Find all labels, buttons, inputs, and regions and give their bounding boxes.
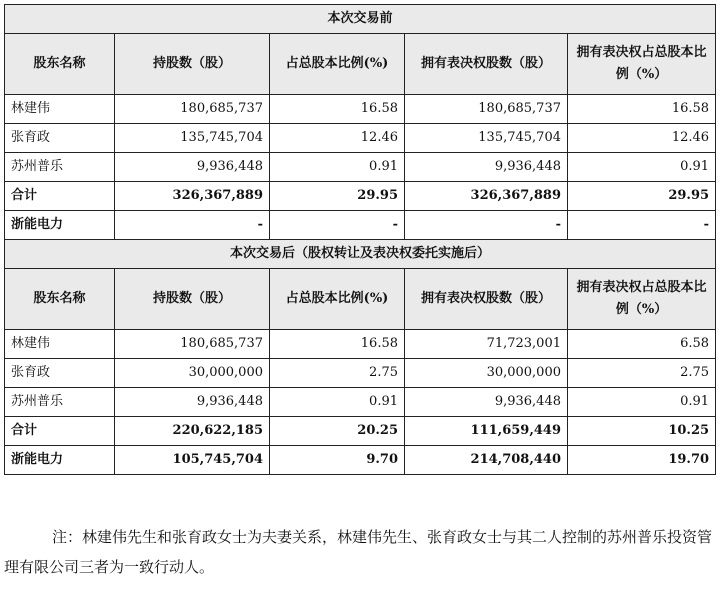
table-row (5, 182, 716, 211)
column-header: 持股数（股） (115, 269, 270, 330)
voting-ratio-cell: 16.58 (568, 95, 716, 124)
share-ratio-cell: - (270, 211, 405, 240)
shareholder-name-cell: 张育政 (5, 359, 115, 388)
voting-ratio-cell: - (568, 211, 716, 240)
voting-ratio-cell: 6.58 (568, 330, 716, 359)
share-count-cell: - (115, 211, 270, 240)
voting-share-count-cell: 326,367,889 (405, 182, 568, 211)
voting-ratio-cell: 2.75 (568, 359, 716, 388)
shareholder-name-cell: 浙能电力 (5, 211, 115, 240)
share-count-cell: 180,685,737 (115, 330, 270, 359)
shareholder-name-cell: 合计 (5, 182, 115, 211)
section-title-row (5, 5, 716, 34)
table-row (5, 388, 716, 417)
share-count-cell: 135,745,704 (115, 124, 270, 153)
shareholder-name-cell: 林建伟 (5, 330, 115, 359)
share-ratio-cell: 29.95 (270, 182, 405, 211)
voting-ratio-cell: 12.46 (568, 124, 716, 153)
shareholder-name-cell: 浙能电力 (5, 446, 115, 475)
share-ratio-cell: 16.58 (270, 330, 405, 359)
voting-share-count-cell: 9,936,448 (405, 388, 568, 417)
column-header: 拥有表决权股数（股） (405, 269, 568, 330)
share-ratio-cell: 0.91 (270, 388, 405, 417)
voting-ratio-cell: 29.95 (568, 182, 716, 211)
column-header: 股东名称 (5, 34, 115, 95)
voting-share-count-cell: 214,708,440 (405, 446, 568, 475)
column-header: 拥有表决权占总股本比例（%） (568, 269, 716, 330)
share-count-cell: 220,622,185 (115, 417, 270, 446)
share-count-cell: 9,936,448 (115, 388, 270, 417)
share-ratio-cell: 12.46 (270, 124, 405, 153)
column-header: 拥有表决权股数（股） (405, 34, 568, 95)
table-row (5, 359, 716, 388)
share-ratio-cell: 20.25 (270, 417, 405, 446)
shareholder-name-cell: 苏州普乐 (5, 153, 115, 182)
shareholding-table (4, 4, 716, 475)
share-ratio-cell: 2.75 (270, 359, 405, 388)
voting-share-count-cell: 9,936,448 (405, 153, 568, 182)
footnote: 注：林建伟先生和张育政女士为夫妻关系，林建伟先生、张育政女士与其二人控制的苏州普乐投资管理有限公司三者为一致行动人。 (4, 528, 713, 576)
column-header: 持股数（股） (115, 34, 270, 95)
share-count-cell: 326,367,889 (115, 182, 270, 211)
voting-share-count-cell: 111,659,449 (405, 417, 568, 446)
section-title-before: 本次交易前 (5, 5, 716, 34)
voting-ratio-cell: 0.91 (568, 153, 716, 182)
share-ratio-cell: 0.91 (270, 153, 405, 182)
table-row (5, 95, 716, 124)
table-row (5, 446, 716, 475)
shareholder-name-cell: 苏州普乐 (5, 388, 115, 417)
shareholder-name-cell: 张育政 (5, 124, 115, 153)
voting-share-count-cell: 30,000,000 (405, 359, 568, 388)
table-row (5, 417, 716, 446)
voting-share-count-cell: 135,745,704 (405, 124, 568, 153)
header-row (5, 34, 716, 95)
column-header: 拥有表决权占总股本比例（%） (568, 34, 716, 95)
table-row (5, 153, 716, 182)
shareholder-name-cell: 合计 (5, 417, 115, 446)
share-count-cell: 30,000,000 (115, 359, 270, 388)
share-count-cell: 9,936,448 (115, 153, 270, 182)
header-row (5, 269, 716, 330)
share-count-cell: 180,685,737 (115, 95, 270, 124)
share-count-cell: 105,745,704 (115, 446, 270, 475)
column-header: 股东名称 (5, 269, 115, 330)
table-row (5, 330, 716, 359)
shareholder-name-cell: 林建伟 (5, 95, 115, 124)
voting-share-count-cell: 71,723,001 (405, 330, 568, 359)
section-title-row (5, 240, 716, 269)
voting-share-count-cell: 180,685,737 (405, 95, 568, 124)
table-row (5, 124, 716, 153)
voting-ratio-cell: 19.70 (568, 446, 716, 475)
section-title-after: 本次交易后（股权转让及表决权委托实施后） (5, 240, 716, 269)
share-ratio-cell: 9.70 (270, 446, 405, 475)
column-header: 占总股本比例(%) (270, 34, 405, 95)
table-row (5, 211, 716, 240)
voting-ratio-cell: 0.91 (568, 388, 716, 417)
share-ratio-cell: 16.58 (270, 95, 405, 124)
column-header: 占总股本比例(%) (270, 269, 405, 330)
voting-ratio-cell: 10.25 (568, 417, 716, 446)
voting-share-count-cell: - (405, 211, 568, 240)
